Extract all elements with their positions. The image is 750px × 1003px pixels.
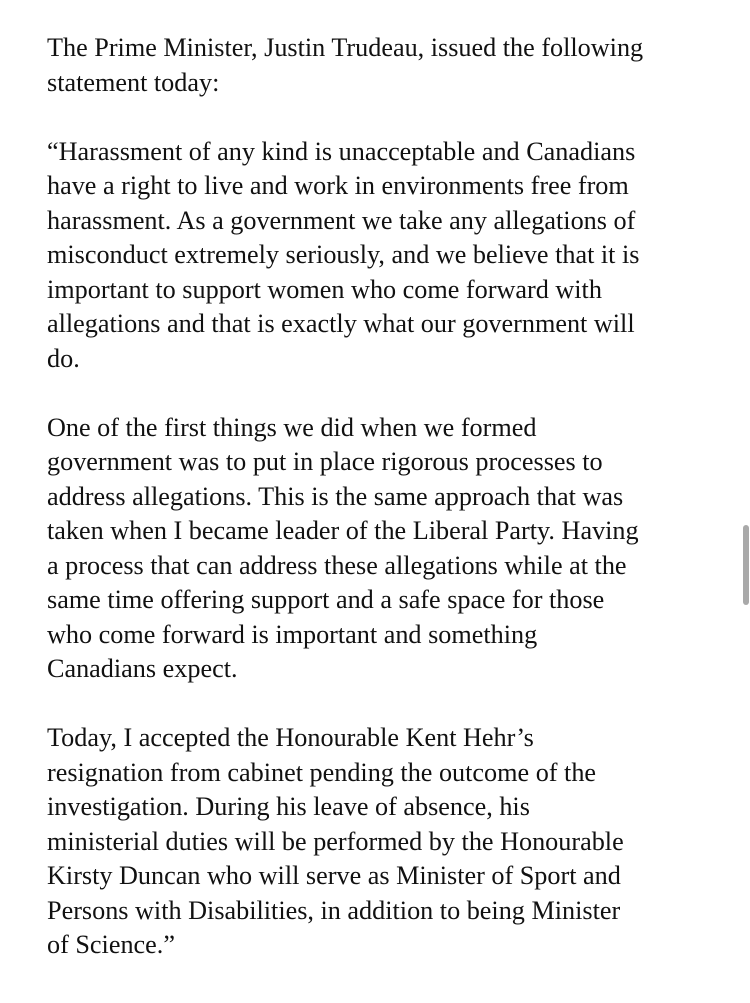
statement-paragraph-harassment: “Harassment of any kind is unacceptable and Canadians have a right to live and work in environments free from harassment. As a government we take any allegations of misconduct extremely seriously, and we believe that it is important to support women who come forward with allegations and that is exactly what our government will do. <box>47 136 640 373</box>
scrollbar-thumb[interactable] <box>743 525 749 605</box>
statement-paragraph-resignation: Today, I accepted the Honourable Kent Hehr’s resignation from cabinet pending the outcome of the investigation. During his leave of absence, his ministerial duties will be performed by the Honourable Kirsty Duncan who will serve as Minister of Sport and Persons with Disabilities, in addition to being Minister of Science.” <box>47 723 624 959</box>
statement-intro: The Prime Minister, Justin Trudeau, issued the following statement today: <box>47 33 644 97</box>
vertical-scrollbar[interactable] <box>740 0 750 1003</box>
statement-document <box>47 31 717 963</box>
statement-paragraph-processes: One of the first things we did when we formed government was to put in place rigorous processes to address allegations. This is the same approach that was taken when I became leader of the Liberal Party. Having a process that can address these allegations while at the same time offering support and a safe space for those who come forward is important and something Canadians expect. <box>47 412 639 683</box>
